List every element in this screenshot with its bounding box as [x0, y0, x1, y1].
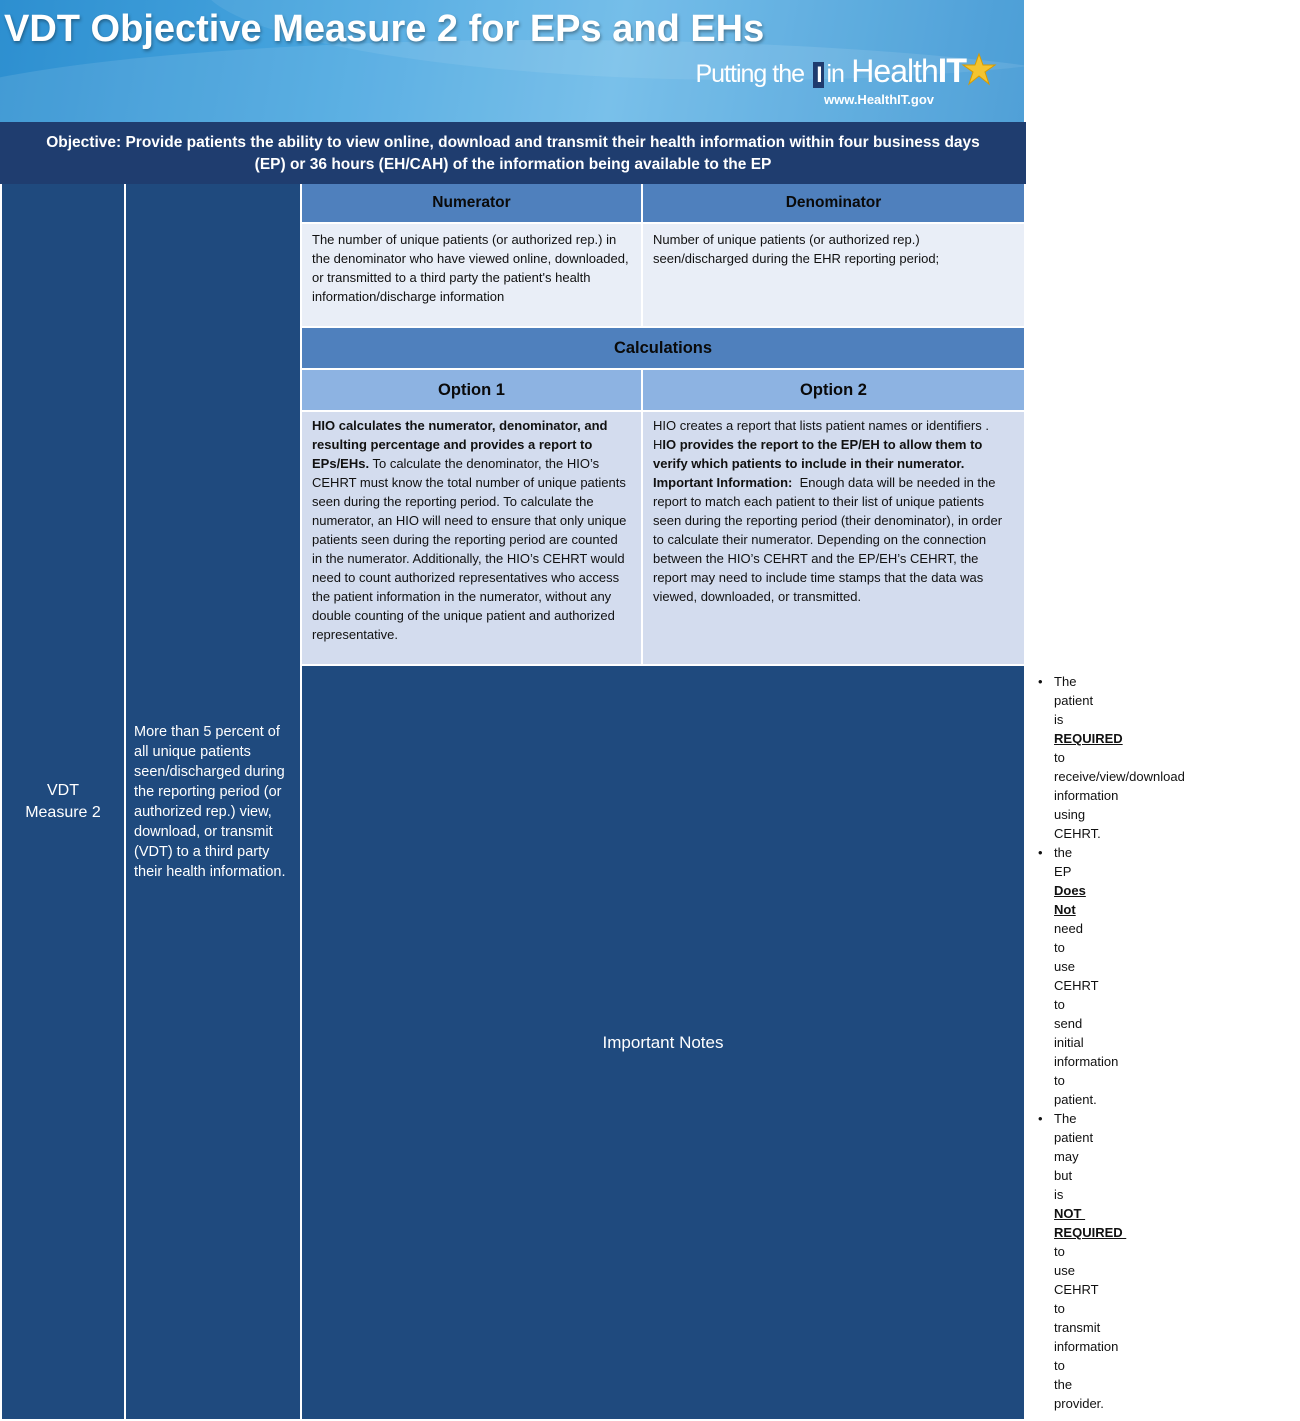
- logo-putting-the: Putting the: [695, 60, 804, 88]
- numerator-header: Numerator: [301, 183, 642, 223]
- option2-important-text: Enough data will be needed in the report to match each patient to their list of unique patients seen during the reporting period (their denominator), in order to calculate their numerator. Depending on the connection between the HIO’s CEHRT and the EP/EH’s CEHRT, the report may need to include time stamps that the data was viewed, downloaded, or transmitted.: [653, 475, 1006, 604]
- note-item: [1036, 1109, 1127, 1413]
- numerator-text: The number of unique patients (or authorized rep.) in the denominator who have viewed online, downloaded, or transmitted to a third party the patient's health information/discharge information: [301, 223, 642, 327]
- option2-header: Option 2: [642, 369, 1025, 411]
- option2-lead: HIO creates a report that lists patient names or identifiers . H: [653, 418, 989, 452]
- option2-text: [642, 411, 1025, 665]
- important-notes-label: Important Notes: [301, 665, 1025, 1420]
- option1-text: [301, 411, 642, 665]
- logo-it: IT: [937, 52, 966, 90]
- note-text: The patient may but is: [1054, 1111, 1097, 1202]
- option1-header: Option 1: [301, 369, 642, 411]
- objective-cell: Objective: Provide patients the ability to view online, download and transmit their health information within four business days (EP) or 36 hours (EH/CAH) of the information being available to the EP: [1, 123, 1025, 183]
- denominator-header: Denominator: [642, 183, 1025, 223]
- logo-url: www.HealthIT.gov: [823, 92, 934, 107]
- note-emphasis: NOT REQUIRED: [1054, 1206, 1127, 1240]
- note-item: [1036, 672, 1185, 843]
- note-text: The patient is: [1054, 674, 1101, 727]
- note-text: to receive/view/download information using CEHRT.: [1054, 750, 1185, 841]
- note-text: to use CEHRT to transmit information to the provider.: [1054, 1244, 1119, 1411]
- logo-health: Health: [851, 53, 938, 89]
- slide-header: [0, 0, 1024, 122]
- healthit-logo: [696, 52, 996, 112]
- option2-important-label: Important Information:: [653, 475, 793, 490]
- note-emphasis: REQUIRED: [1054, 731, 1123, 746]
- note-item: [1036, 843, 1119, 1109]
- vdt-measure-table: [0, 122, 1185, 1421]
- denominator-text: Number of unique patients (or authorized rep.) seen/discharged during the EHR reporting period;: [642, 223, 1025, 327]
- measure-label-cell: [1, 183, 125, 1420]
- calculations-header: Calculations: [301, 327, 1025, 369]
- logo-in: in: [826, 60, 844, 88]
- note-text: need to use CEHRT to send initial information to patient.: [1054, 921, 1119, 1107]
- note-text: the EP: [1054, 845, 1076, 879]
- measure-label: VDT Measure 2: [25, 781, 101, 821]
- star-icon: [962, 52, 996, 86]
- option1-rest: To calculate the denominator, the HIO’s CEHRT must know the total number of unique patients seen during the reporting period. To calculate the numerator, an HIO will need to ensure that only unique patients seen during the reporting period are counted in the numerator. Additionally, the HIO’s CEHRT would need to count authorized representatives who access the patient information in the numerator, without any double counting of the unique patient and authorized representative.: [312, 456, 627, 642]
- option1-bold-lead: HIO calculates the numerator, denominator, and resulting percentage and provides a report to EPs/EHs.: [312, 418, 608, 471]
- criterion-cell: More than 5 percent of all unique patients seen/discharged during the reporting period (or authorized rep.) view, download, or transmit (VDT) to a third party their health information.: [125, 183, 301, 1420]
- note-emphasis: Does Not: [1054, 883, 1086, 917]
- option2-bold-part: IO provides the report to the EP/EH to allow them to verify which patients to include in their numerator.: [653, 437, 983, 471]
- slide-title: VDT Objective Measure 2 for EPs and EHs: [4, 8, 765, 50]
- logo-wordmark: [695, 52, 966, 91]
- logo-i-box: I: [813, 62, 824, 88]
